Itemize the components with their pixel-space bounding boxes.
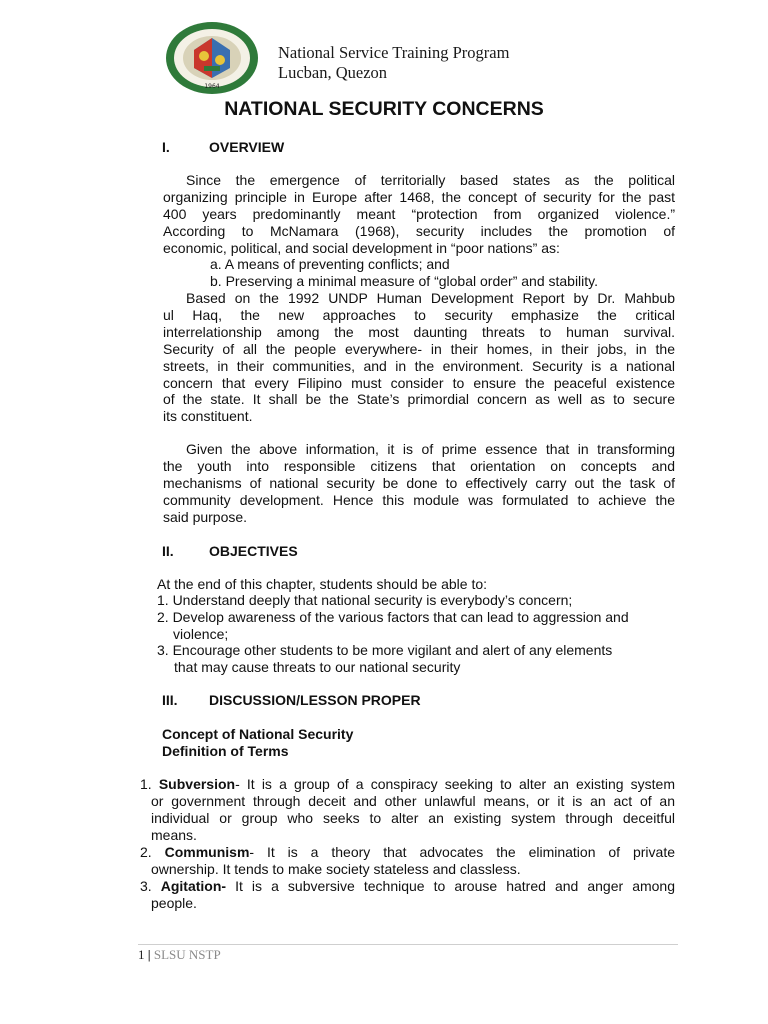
- term-definition: - It is a theory that advocates the elimination of private: [249, 844, 676, 860]
- objective-2: 2. Develop awareness of the various factors that can lead to aggression and: [157, 609, 629, 625]
- section-number: III.: [162, 692, 178, 708]
- header-organization: [278, 43, 509, 83]
- section-number: I.: [162, 139, 170, 155]
- term-number: 2.: [140, 844, 152, 860]
- term-agitation: 3. Agitation- It is a subversive technique to arouse hatred and anger among people.: [140, 878, 675, 911]
- objective-1: 1. Understand deeply that national security is everybody’s concern;: [157, 592, 573, 608]
- overview-paragraph-2: Based on the 1992 UNDP Human Development Report by Dr. Mahbub ul Haq, the new approaches to security emphasize the critical interrelationship among the most daunting threats to human survival. Security of all the people everywhere- in their homes, in their jobs, in the streets, in their communities, and in the environment. Security is a national concern that every Filipino must consider to ensure the peaceful existence of the state. It shall be the State’s primordial concern as well as to secure its constituent.: [163, 290, 675, 425]
- program-name: National Service Training Program: [278, 43, 510, 62]
- overview-paragraph-3: Given the above information, it is of prime essence that in transforming the youth into responsible citizens that orientation on concepts and mechanisms of national security be done to effectively carry out the task of community development. Hence this module was formulated to achieve the said purpose.: [163, 441, 675, 525]
- section-number: II.: [162, 543, 174, 559]
- term-name: Communism: [164, 844, 250, 860]
- objective-3-continued: that may cause threats to our national security: [174, 659, 461, 675]
- page-footer: [138, 947, 221, 963]
- term-definition: - It is a group of a conspiracy seeking to alter an existing system: [235, 776, 676, 792]
- overview-item-b: b. Preserving a minimal measure of “global order” and stability.: [210, 273, 599, 289]
- page-number: 1: [138, 947, 145, 962]
- overview-item-a: a. A means of preventing conflicts; and: [210, 256, 450, 272]
- term-number: 3.: [140, 878, 152, 894]
- term-name: Agitation-: [160, 878, 227, 894]
- program-location: Lucban, Quezon: [278, 63, 388, 82]
- subheading-concept: Concept of National Security: [162, 726, 354, 742]
- university-seal-logo: [164, 20, 260, 96]
- term-definition: It is a subversive technique to arouse hatred and anger among: [226, 878, 675, 894]
- document-title: NATIONAL SECURITY CONCERNS: [224, 98, 544, 120]
- term-number: 1.: [140, 776, 152, 792]
- footer-text: SLSU NSTP: [153, 947, 221, 962]
- objective-2-continued: violence;: [173, 626, 229, 642]
- objective-3: 3. Encourage other students to be more vigilant and alert of any elements: [157, 642, 613, 658]
- objectives-intro: At the end of this chapter, students should be able to:: [157, 576, 488, 592]
- seal-year: 1964: [204, 83, 220, 90]
- section-label: DISCUSSION/LESSON PROPER: [209, 692, 421, 708]
- term-name: Subversion: [158, 776, 236, 792]
- term-communism: 2. Communism- It is a theory that advocates the elimination of private ownership. It tends to make society stateless and classless.: [140, 844, 676, 877]
- overview-paragraph-1: Since the emergence of territorially based states as the political organizing principle in Europe after 1468, the concept of security for the past 400 years predominantly meant “protection from organized violence.” According to McNamara (1968), security includes the promotion of economic, political, and social development in “poor nations” as:: [163, 172, 675, 256]
- section-label: OBJECTIVES: [209, 543, 298, 559]
- section-label: OVERVIEW: [209, 139, 285, 155]
- footer-separator: |: [147, 947, 151, 962]
- footer-divider: [138, 944, 678, 945]
- subheading-definitions: Definition of Terms: [162, 743, 289, 759]
- term-subversion: 1. Subversion- It is a group of a conspiracy seeking to alter an existing system or government through deceit and other unlawful means, or it is an act of an individual or group who seeks to alter an existing system through deceitful means.: [140, 776, 676, 843]
